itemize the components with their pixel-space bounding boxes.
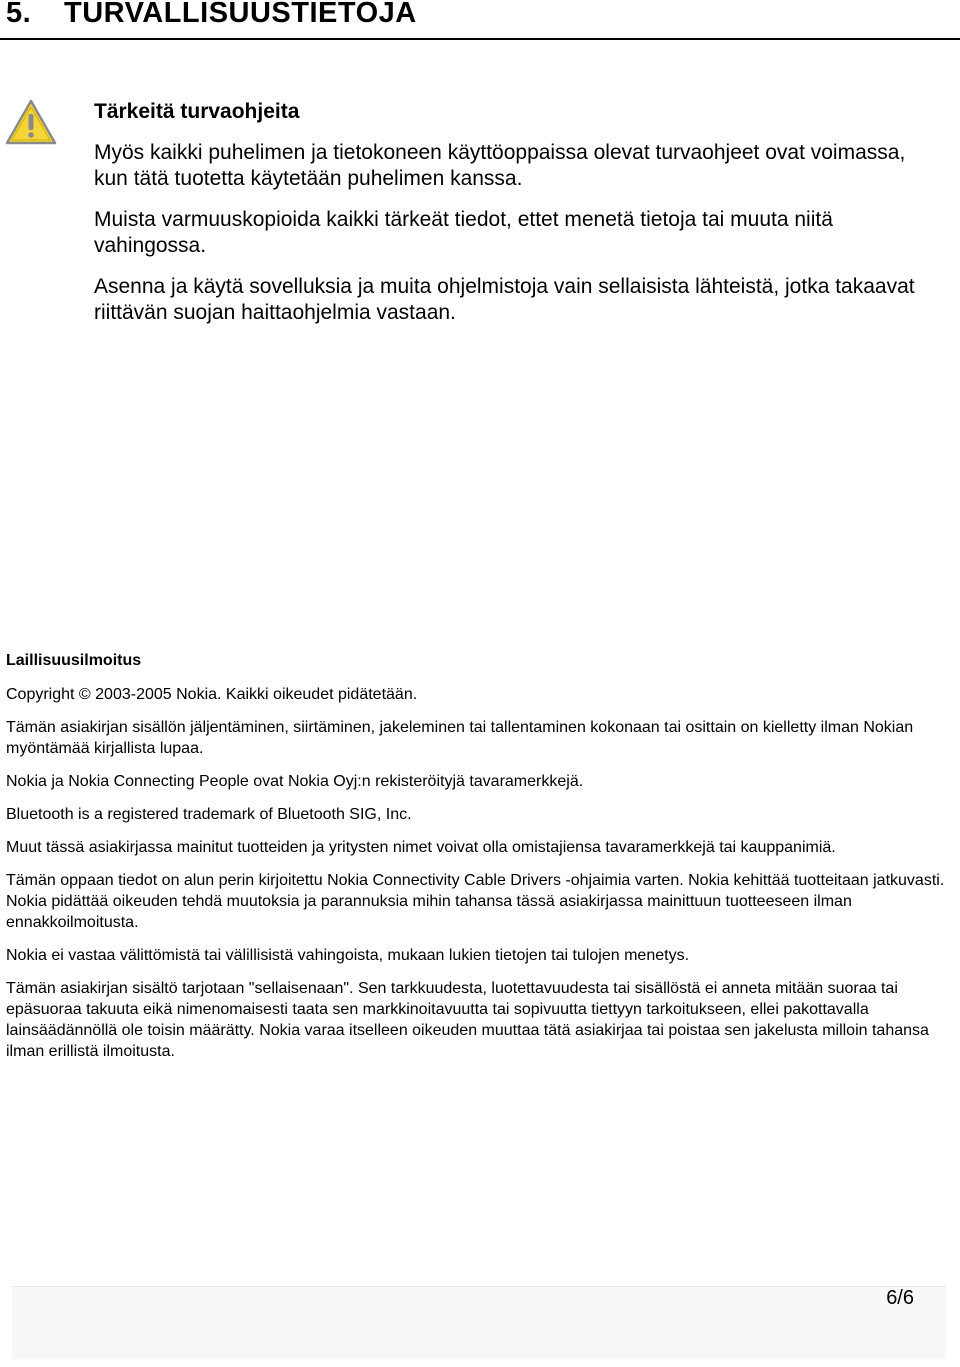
page-number: 6/6 xyxy=(886,1287,914,1309)
section-heading xyxy=(6,0,417,29)
safety-section xyxy=(94,99,934,341)
legal-paragraph: Tämän oppaan tiedot on alun perin kirjoitettu Nokia Connectivity Cable Drivers -ohjaimia varten. Nokia kehittää tuotteitaan jatkuvasti. Nokia pidättää oikeuden tehdä muutoksia ja parannuksia mihin tahansa tässä asiakirjassa mainittuun tuotteeseen ilman ennakkoilmoitusta. xyxy=(6,872,945,931)
legal-paragraph: Bluetooth is a registered trademark of Bluetooth SIG, Inc. xyxy=(6,806,412,823)
legal-heading: Laillisuusilmoitus xyxy=(6,652,142,669)
legal-paragraph: Tämän asiakirjan sisällön jäljentäminen, siirtäminen, jakeleminen tai tallentaminen kokonaan tai osittain on kielletty ilman Nokian myöntämää kirjallista lupaa. xyxy=(6,719,914,757)
page-footer xyxy=(12,1286,946,1359)
legal-paragraph: Tämän asiakirjan sisältö tarjotaan "sellaisenaan". Sen tarkkuudesta, luotettavuudesta tai sisällöstä ei anneta mitään suoraa tai epäsuoraa takuuta eikä nimenomaisesti taata sen markkinoitavuutta tai sopivuutta tiettyyn tarkoitukseen, ellei pakottavalla lainsäädännöllä ole toisin määrätty. Nokia varaa itselleen oikeuden muuttaa tätä asiakirjaa tai poistaa sen jakelusta milloin tahansa ilman erillistä ilmoitusta. xyxy=(6,980,929,1060)
safety-paragraph: Myös kaikki puhelimen ja tietokoneen käyttöoppaissa olevat turvaohjeet ovat voimassa, kun tätä tuotetta käytetään puhelimen kanssa. xyxy=(94,141,906,190)
legal-paragraph: Nokia ja Nokia Connecting People ovat Nokia Oyj:n rekisteröityjä tavaramerkkejä. xyxy=(6,773,584,790)
heading-rule xyxy=(0,38,960,40)
warning-icon xyxy=(4,98,58,146)
legal-paragraph: Copyright © 2003-2005 Nokia. Kaikki oikeudet pidätetään. xyxy=(6,686,418,703)
legal-paragraph: Nokia ei vastaa välittömistä tai välillisistä vahingoista, mukaan lukien tietojen tai tulojen menetys. xyxy=(6,947,690,964)
safety-heading: Tärkeitä turvaohjeita xyxy=(94,100,300,123)
section-title: TURVALLISUUSTIETOJA xyxy=(64,0,417,29)
safety-paragraph: Asenna ja käytä sovelluksia ja muita ohjelmistoja vain sellaisista lähteistä, jotka takaavat riittävän suojan haittaohjelmia vastaan. xyxy=(94,275,915,324)
safety-paragraph: Muista varmuuskopioida kaikki tärkeät tiedot, ettet menetä tietoja tai muuta niitä vahingossa. xyxy=(94,208,833,257)
legal-paragraph: Muut tässä asiakirjassa mainitut tuotteiden ja yritysten nimet voivat olla omistajiensa tavaramerkkejä tai kauppanimiä. xyxy=(6,839,836,856)
legal-section xyxy=(6,650,946,1074)
section-number: 5. xyxy=(6,0,32,29)
